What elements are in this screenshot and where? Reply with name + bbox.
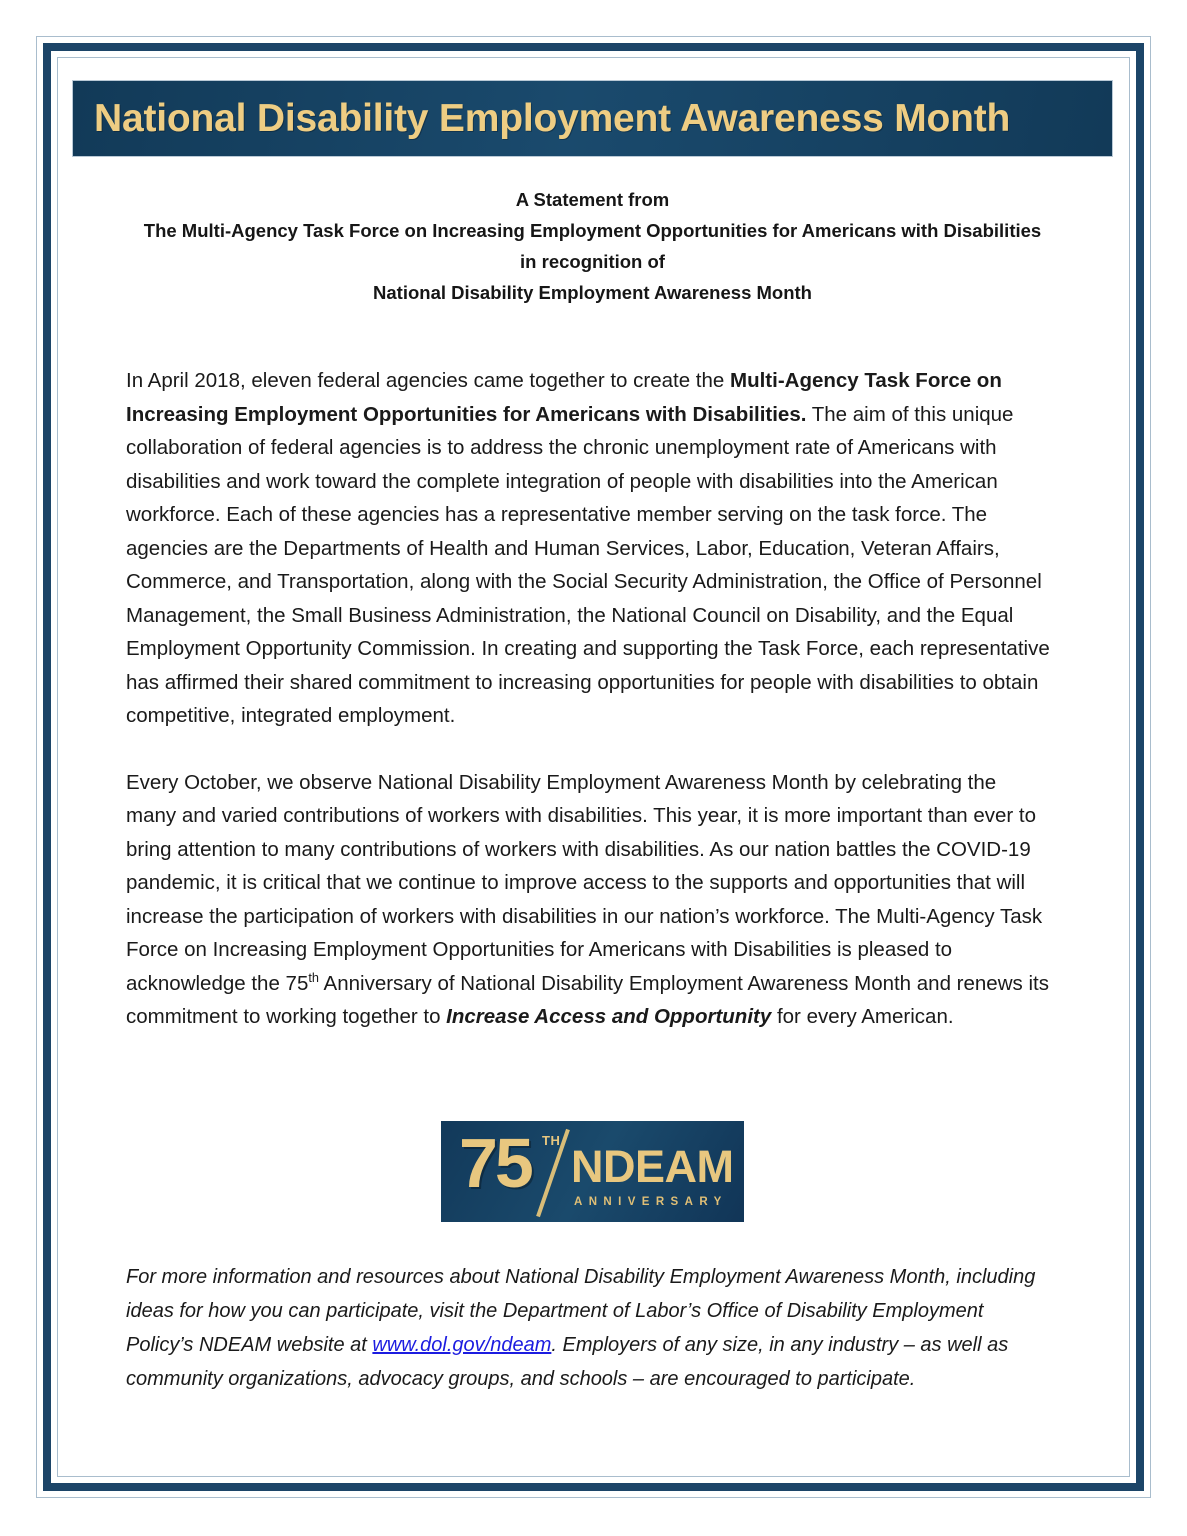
logo-ordinal: TH — [542, 1133, 561, 1148]
statement-body — [126, 364, 1051, 1067]
paragraph-1 — [126, 364, 1051, 733]
subtitle-line-1: A Statement from — [515, 189, 670, 210]
ndeam-anniversary-logo — [441, 1121, 744, 1222]
logo-tagline: ANNIVERSARY — [574, 1196, 728, 1208]
paragraph-2 — [126, 766, 1051, 1034]
ndeam-logo-container — [62, 1121, 1123, 1222]
paragraph-2-text-b: Anniversary of National Disability Employment Awareness Month and renews its commitment to working together to — [126, 971, 1049, 1028]
subtitle-line-4: National Disability Employment Awareness Month — [373, 282, 812, 303]
logo-number: 75 — [459, 1124, 531, 1202]
paragraph-1-text-b: The aim of this unique collaboration of federal agencies is to address the chronic unemployment rate of Americans with disabilities and work toward the complete integration of people with disabilities into the American workforce. Each of these agencies has a representative member serving on the task force. The agencies are the Departments of Health and Human Services, Labor, Education, Veteran Affairs, Commerce, and Transportation, along with the Social Security Administration, the Office of Personnel Management, the Small Business Administration, the National Council on Disability, and the Equal Employment Opportunity Commission. In creating and supporting the Task Force, each representative has affirmed their shared commitment to increasing opportunities for people with disabilities to obtain competitive, integrated employment. — [126, 402, 1050, 727]
statement-subtitle — [72, 184, 1113, 308]
page-title: National Disability Employment Awareness Month — [94, 97, 1011, 140]
subtitle-line-2: The Multi-Agency Task Force on Increasing Employment Opportunities for Americans with Disabilities — [143, 220, 1042, 241]
paragraph-1-bold: Multi-Agency Task Force on Increasing Employment Opportunities for Americans with Disabilities. — [126, 369, 1002, 426]
title-banner — [72, 80, 1113, 157]
footer-text-b: . Employers of any size, in any industry – as well as community organizations, advocacy groups, and schools – are encouraged to participate. — [126, 1334, 1009, 1390]
paragraph-2-bold-italic: Increase Access and Opportunity — [446, 1005, 772, 1028]
subtitle-line-3: in recognition of — [520, 251, 665, 272]
paragraph-2-text-c: for every American. — [771, 1005, 954, 1028]
logo-wordmark: NDEAM — [571, 1141, 734, 1192]
paragraph-2-text-a: Every October, we observe National Disability Employment Awareness Month by celebrating the many and varied contributions of workers with disabilities. This year, it is more important than ever to bring attention to many contributions of workers with disabilities. As our nation battles the COVID-19 pandemic, it is critical that we continue to improve access to the supports and opportunities that will increase the participation of workers with disabilities in our nation’s workforce. The Multi-Agency Task Force on Increasing Employment Opportunities for Americans with Disabilities is pleased to acknowledge the 75 — [126, 770, 1043, 995]
paragraph-1-text-a: In April 2018, eleven federal agencies came together to create the — [126, 369, 730, 392]
footer-text-a: For more information and resources about National Disability Employment Awareness Month, including ideas for how you can participate, visit the Department of Labor’s Office of Disability Employment Policy’s NDEAM website at — [126, 1266, 1036, 1356]
footer-note — [126, 1260, 1051, 1396]
ndeam-website-link[interactable]: www.dol.gov/ndeam — [372, 1334, 552, 1356]
ordinal-superscript: th — [308, 969, 319, 985]
document-content — [62, 62, 1125, 1472]
